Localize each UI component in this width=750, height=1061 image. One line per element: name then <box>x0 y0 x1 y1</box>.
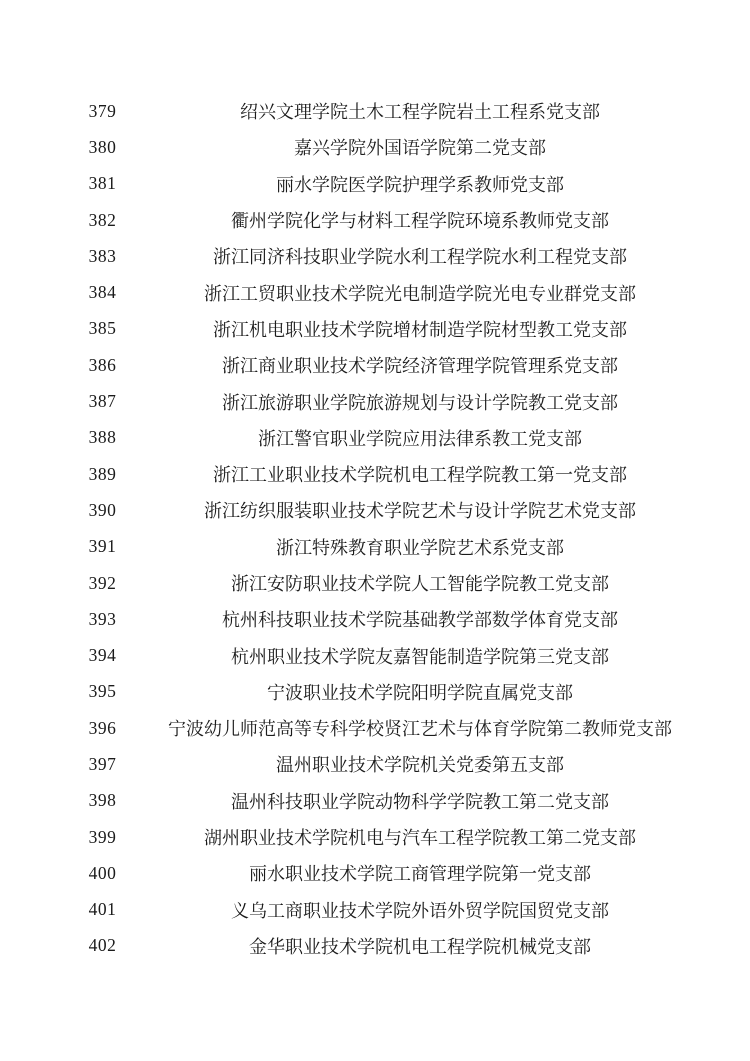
branch-name: 丽水学院医学院护理学系教师党支部 <box>276 174 564 195</box>
branch-name: 丽水职业技术学院工商管理学院第一党支部 <box>249 864 591 885</box>
item-number: 394 <box>88 645 117 666</box>
branch-name: 浙江纺织服装职业技术学院艺术与设计学院艺术党支部 <box>204 501 636 522</box>
item-number: 386 <box>88 354 117 375</box>
list-item <box>0 928 750 964</box>
item-number: 391 <box>88 536 117 557</box>
branch-name: 浙江商业职业技术学院经济管理学院管理系党支部 <box>222 356 618 377</box>
list-item <box>0 93 750 129</box>
branch-name: 浙江安防职业技术学院人工智能学院教工党支部 <box>231 574 609 594</box>
list-item <box>0 238 750 274</box>
branch-name: 衢州学院化学与材料工程学院环境系教师党支部 <box>231 211 609 232</box>
list-item <box>0 892 750 928</box>
list-item <box>0 674 750 710</box>
list-item <box>0 311 750 347</box>
list-item <box>0 166 750 202</box>
item-number: 399 <box>88 826 117 847</box>
list-item <box>0 202 750 238</box>
list-item <box>0 529 750 565</box>
item-number: 392 <box>88 572 117 593</box>
list-item <box>0 129 750 165</box>
list-item <box>0 565 750 601</box>
item-number: 380 <box>88 136 117 157</box>
branch-name: 浙江旅游职业学院旅游规划与设计学院教工党支部 <box>222 392 618 413</box>
list-item <box>0 347 750 383</box>
branch-name: 杭州职业技术学院友嘉智能制造学院第三党支部 <box>231 646 609 667</box>
branch-list <box>0 93 750 964</box>
item-number: 397 <box>88 753 117 774</box>
item-number: 387 <box>88 391 117 412</box>
item-number: 384 <box>88 282 117 303</box>
list-item <box>0 601 750 637</box>
branch-name: 浙江工业职业技术学院机电工程学院教工第一党支部 <box>213 465 627 486</box>
branch-name: 浙江警官职业学院应用法律系教工党支部 <box>258 428 582 449</box>
list-item <box>0 383 750 419</box>
item-number: 395 <box>88 681 117 702</box>
list-item <box>0 492 750 528</box>
item-number: 400 <box>88 862 117 883</box>
branch-name: 宁波职业技术学院阳明学院直属党支部 <box>267 682 573 703</box>
list-item <box>0 855 750 891</box>
branch-name: 杭州科技职业技术学院基础教学部数学体育党支部 <box>222 610 618 631</box>
item-number: 389 <box>88 463 117 484</box>
branch-name: 浙江机电职业技术学院增材制造学院材型教工党支部 <box>213 319 627 340</box>
branch-name: 温州职业技术学院机关党委第五支部 <box>276 755 564 776</box>
list-item <box>0 637 750 673</box>
list-item <box>0 274 750 310</box>
item-number: 383 <box>88 245 117 266</box>
list-item <box>0 819 750 855</box>
branch-name: 嘉兴学院外国语学院第二党支部 <box>294 138 546 159</box>
branch-name: 浙江特殊教育职业学院艺术系党支部 <box>276 537 564 558</box>
branch-name: 浙江同济科技职业学院水利工程学院水利工程党支部 <box>213 247 627 268</box>
item-number: 382 <box>88 209 117 230</box>
list-item <box>0 746 750 782</box>
branch-name: 义乌工商职业技术学院外语外贸学院国贸党支部 <box>231 900 609 921</box>
list-item <box>0 783 750 819</box>
branch-name: 湖州职业技术学院机电与汽车工程学院教工第二党支部 <box>204 828 636 849</box>
list-item <box>0 710 750 746</box>
item-number: 398 <box>88 790 117 811</box>
list-item <box>0 456 750 492</box>
branch-name: 金华职业技术学院机电工程学院机械党支部 <box>249 936 591 957</box>
item-number: 385 <box>88 318 117 339</box>
item-number: 396 <box>88 717 117 738</box>
item-number: 401 <box>88 899 117 920</box>
list-item <box>0 420 750 456</box>
branch-name: 温州科技职业学院动物科学学院教工第二党支部 <box>231 791 609 812</box>
branch-name: 绍兴文理学院土木工程学院岩土工程系党支部 <box>240 102 600 123</box>
branch-name: 浙江工贸职业技术学院光电制造学院光电专业群党支部 <box>204 283 636 304</box>
item-number: 393 <box>88 608 117 629</box>
item-number: 390 <box>88 499 117 520</box>
item-number: 388 <box>88 427 117 448</box>
item-number: 402 <box>88 935 117 956</box>
item-number: 381 <box>88 173 117 194</box>
branch-name: 宁波幼儿师范高等专科学校贤江艺术与体育学院第二教师党支部 <box>168 719 672 740</box>
item-number: 379 <box>88 100 117 121</box>
